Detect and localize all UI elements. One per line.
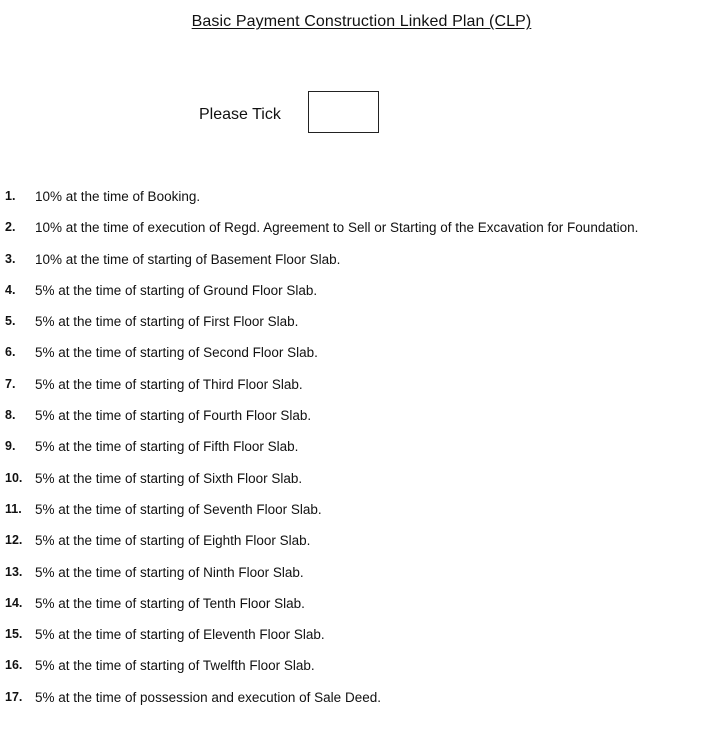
item-text: 5% at the time of starting of Fifth Floor Slab. <box>35 439 299 455</box>
item-text: 5% at the time of starting of Tenth Floor Slab. <box>35 595 305 611</box>
item-number: 11. <box>5 501 22 516</box>
list-item <box>0 596 723 627</box>
list-item <box>0 658 723 689</box>
list-item <box>0 283 723 314</box>
list-item <box>0 345 723 376</box>
item-text: 10% at the time of starting of Basement Floor Slab. <box>35 251 341 267</box>
item-number: 6. <box>5 345 16 360</box>
item-text: 5% at the time of starting of Seventh Floor Slab. <box>35 501 322 517</box>
item-number: 2. <box>5 220 16 235</box>
item-text: 5% at the time of possession and execution of Sale Deed. <box>35 689 381 705</box>
payment-plan-list <box>0 189 723 721</box>
item-text: 5% at the time of starting of Ninth Floor Slab. <box>35 564 304 580</box>
list-item <box>0 314 723 345</box>
list-item <box>0 502 723 533</box>
page-title: Basic Payment Construction Linked Plan (CLP) <box>191 13 532 30</box>
item-number: 10. <box>5 470 23 485</box>
list-item <box>0 627 723 658</box>
item-number: 13. <box>5 564 23 579</box>
list-item <box>0 471 723 502</box>
item-text: 5% at the time of starting of Fourth Floor Slab. <box>35 408 312 424</box>
item-number: 4. <box>5 282 16 297</box>
item-text: 5% at the time of starting of Sixth Floor Slab. <box>35 470 303 486</box>
item-number: 1. <box>5 189 16 203</box>
item-number: 8. <box>5 408 16 423</box>
tick-checkbox[interactable] <box>308 91 379 133</box>
item-text: 5% at the time of starting of Third Floor Slab. <box>35 376 303 392</box>
item-number: 15. <box>5 627 23 642</box>
item-number: 3. <box>5 251 16 266</box>
list-item <box>0 533 723 564</box>
item-text: 5% at the time of starting of Second Floor Slab. <box>35 345 318 361</box>
item-number: 7. <box>5 376 16 391</box>
item-text: 5% at the time of starting of Twelfth Floor Slab. <box>35 658 315 674</box>
please-tick-label: Please Tick <box>199 106 281 123</box>
item-number: 17. <box>5 689 23 704</box>
list-item <box>0 220 723 251</box>
item-text: 5% at the time of starting of Ground Floor Slab. <box>35 282 318 298</box>
item-number: 9. <box>5 439 16 454</box>
list-item <box>0 377 723 408</box>
list-item <box>0 439 723 470</box>
list-item <box>0 690 723 721</box>
item-number: 5. <box>5 314 16 329</box>
item-number: 14. <box>5 595 23 610</box>
item-text: 5% at the time of starting of First Floor Slab. <box>35 314 299 330</box>
item-text: 5% at the time of starting of Eleventh Floor Slab. <box>35 627 325 643</box>
item-text: 10% at the time of execution of Regd. Agreement to Sell or Starting of the Excavation for Foundation. <box>35 220 639 236</box>
list-item <box>0 189 723 220</box>
item-text: 10% at the time of Booking. <box>35 189 201 204</box>
list-item <box>0 565 723 596</box>
item-number: 12. <box>5 533 23 548</box>
list-item <box>0 408 723 439</box>
list-item <box>0 252 723 283</box>
item-text: 5% at the time of starting of Eighth Floor Slab. <box>35 533 311 549</box>
item-number: 16. <box>5 658 23 673</box>
